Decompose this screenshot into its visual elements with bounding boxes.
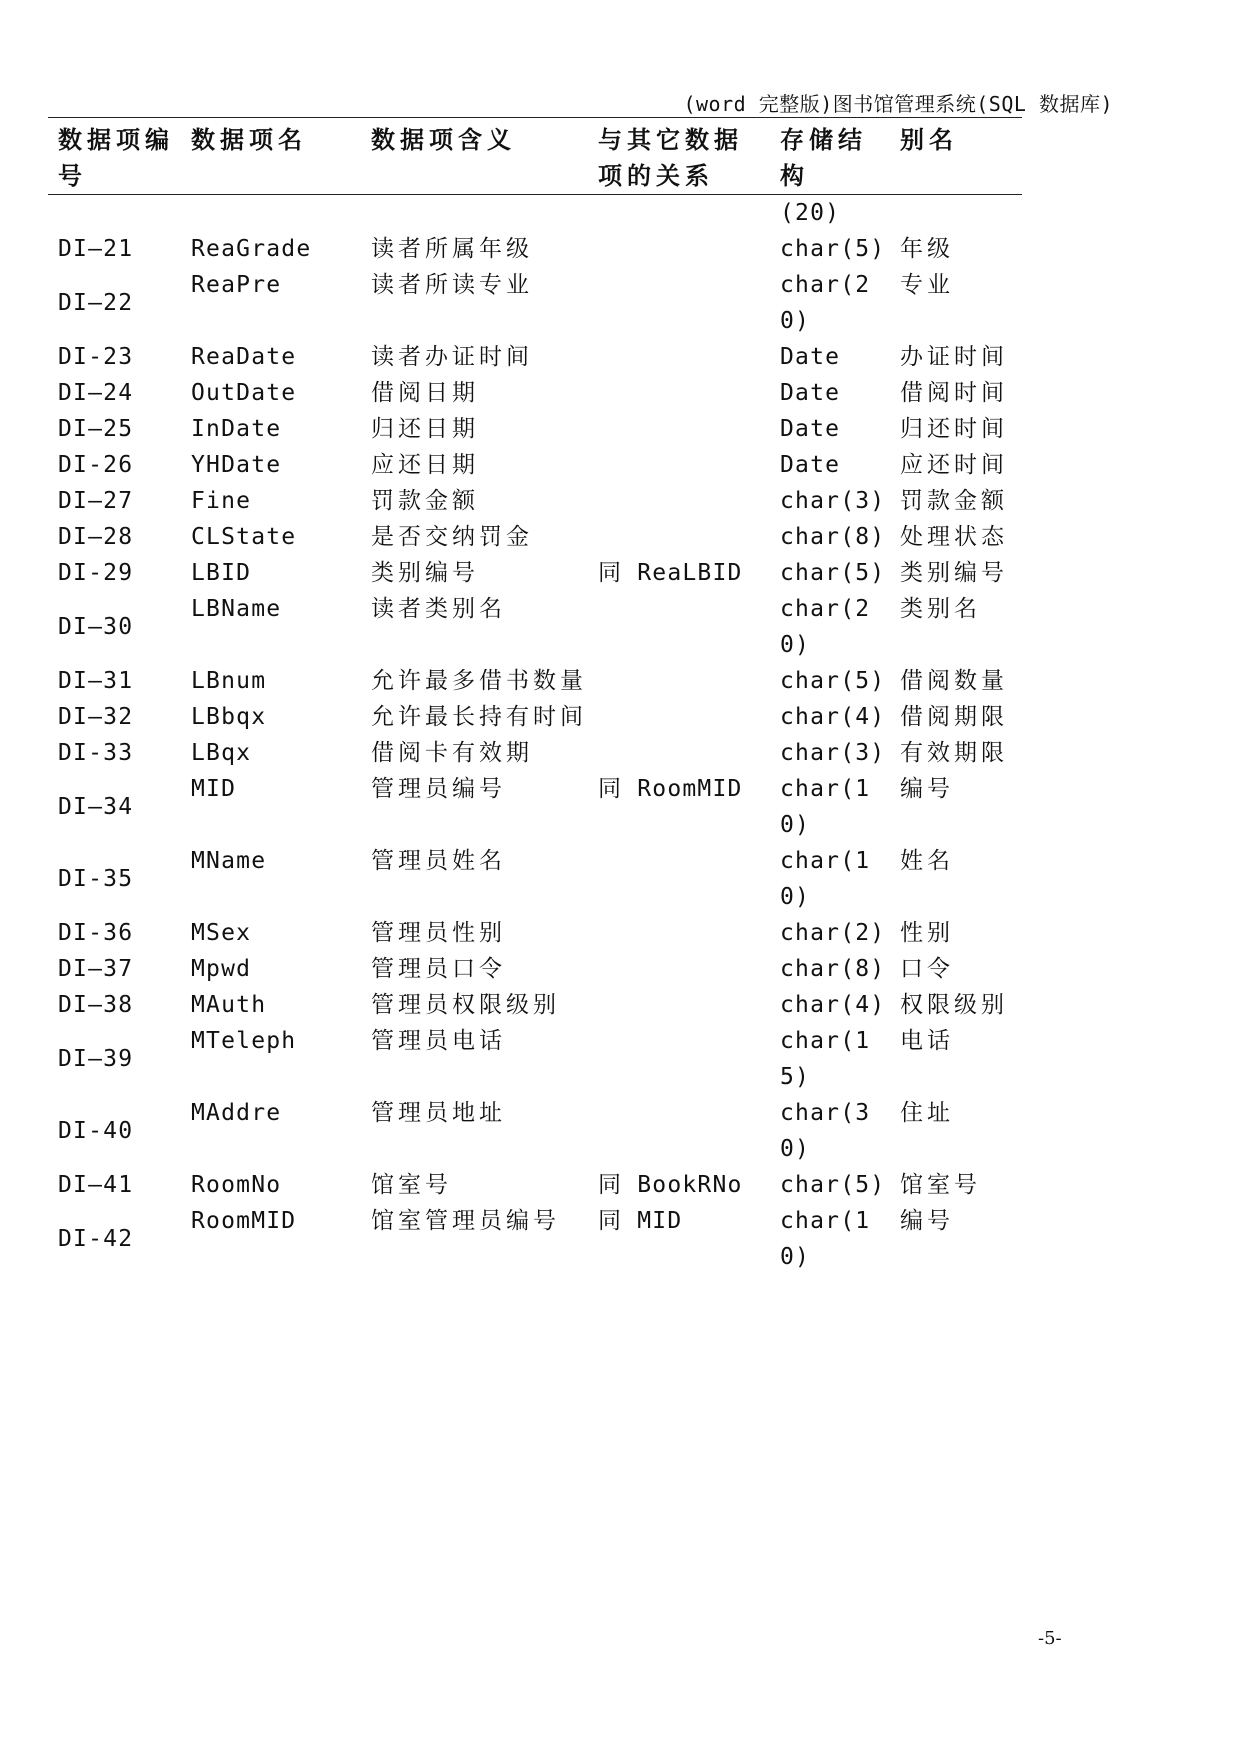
cell-storage: char(10) (780, 1208, 871, 1270)
table-row (48, 987, 1022, 1023)
table-header-row (48, 118, 1022, 195)
cell-alias: 应还时间 (900, 452, 1008, 478)
cell-number: DI—32 (58, 704, 134, 730)
column-header-relation: 与其它数据项的关系 (588, 118, 770, 195)
table-row (48, 519, 1022, 555)
cell-alias: 编号 (900, 1208, 954, 1234)
cell-meaning: 读者所读专业 (371, 272, 533, 298)
cell-meaning: 罚款金额 (371, 488, 479, 514)
table-row (48, 411, 1022, 447)
cell-meaning: 读者类别名 (371, 596, 506, 622)
column-header-number: 数据项编号 (48, 118, 181, 195)
cell-relation (588, 519, 770, 555)
cell-number: DI—28 (58, 524, 134, 550)
cell-relation: 同 MID (598, 1208, 683, 1234)
column-header-name: 数据项名 (181, 118, 361, 195)
cell-meaning: 是否交纳罚金 (371, 524, 533, 550)
cell-alias: 有效期限 (900, 740, 1008, 766)
cell-name: RoomMID (191, 1208, 297, 1234)
cell-relation (588, 447, 770, 483)
table-row (48, 483, 1022, 519)
table-row (48, 591, 1022, 663)
cell-storage: char(8) (780, 524, 886, 550)
cell-name: MSex (191, 920, 252, 946)
cell-name: LBName (191, 596, 282, 622)
cell-number: DI-33 (58, 740, 134, 766)
cell-alias: 馆室号 (900, 1172, 981, 1198)
cell-number: DI—27 (58, 488, 134, 514)
cell-meaning: 借阅日期 (371, 380, 479, 406)
cell-relation (588, 267, 770, 339)
cell-alias: 类别编号 (900, 560, 1008, 586)
table-row (48, 699, 1022, 735)
cell-name: MID (191, 776, 237, 802)
cell-meaning: 应还日期 (371, 452, 479, 478)
cell-number: DI-35 (58, 866, 134, 892)
cell-meaning: 管理员姓名 (371, 848, 506, 874)
cell-name: InDate (191, 416, 282, 442)
cell-relation (588, 699, 770, 735)
cell-storage: char(20) (780, 596, 871, 658)
cell-name: MTeleph (191, 1028, 297, 1054)
cell-alias: 性别 (900, 920, 954, 946)
cell-alias: 电话 (900, 1028, 954, 1054)
table-body (48, 195, 1022, 1276)
table-row (48, 915, 1022, 951)
cell-meaning: 读者办证时间 (371, 344, 533, 370)
cell-relation: 同 ReaLBID (598, 560, 743, 586)
cell-relation (588, 735, 770, 771)
cell-storage: char(20) (780, 272, 871, 334)
cell-storage: Date (780, 380, 841, 406)
cell-relation (588, 663, 770, 699)
cell-storage: Date (780, 344, 841, 370)
cell-relation (588, 951, 770, 987)
cell-meaning: 管理员地址 (371, 1100, 506, 1126)
page-number: -5- (1038, 1628, 1062, 1649)
cell-alias: 罚款金额 (900, 488, 1008, 514)
table-row (48, 771, 1022, 843)
cell-alias: 办证时间 (900, 344, 1008, 370)
table-header (48, 118, 1022, 195)
cell-relation (588, 339, 770, 375)
cell-alias: 借阅数量 (900, 668, 1008, 694)
table-row (48, 843, 1022, 915)
cell-number: DI—41 (58, 1172, 134, 1198)
cell-number: DI—22 (58, 290, 134, 316)
column-header-alias: 别名 (890, 118, 1022, 195)
table-row (48, 339, 1022, 375)
cell-alias: 权限级别 (900, 992, 1008, 1018)
cell-number: DI—30 (58, 614, 134, 640)
column-header-storage: 存储结构 (770, 118, 890, 195)
table-row (48, 375, 1022, 411)
cell-name: OutDate (191, 380, 297, 406)
cell-storage: char(3) (780, 740, 886, 766)
cell-name: ReaPre (191, 272, 282, 298)
cell-relation (588, 915, 770, 951)
cell-alias: 住址 (900, 1100, 954, 1126)
cell-alias: 处理状态 (900, 524, 1008, 550)
cell-storage: char(5) (780, 236, 886, 262)
table-row (48, 1203, 1022, 1275)
cell-alias: 归还时间 (900, 416, 1008, 442)
cell-name: RoomNo (191, 1172, 282, 1198)
cell-storage: char(3) (780, 488, 886, 514)
cell-name: YHDate (191, 452, 282, 478)
cell-storage: char(8) (780, 956, 886, 982)
cell-alias: 借阅期限 (900, 704, 1008, 730)
cell-name: LBnum (191, 668, 267, 694)
cell-alias: 类别名 (900, 596, 981, 622)
cell-storage: char(30) (780, 1100, 871, 1162)
cell-name: ReaGrade (191, 236, 312, 262)
cell-meaning: 管理员编号 (371, 776, 506, 802)
cell-relation (588, 1023, 770, 1095)
cell-relation: 同 BookRNo (598, 1172, 743, 1198)
table-row (48, 267, 1022, 339)
cell-storage: char(5) (780, 668, 886, 694)
cell-storage: char(4) (780, 992, 886, 1018)
cell-meaning: 读者所属年级 (371, 236, 533, 262)
cell-name: LBID (191, 560, 252, 586)
cell-meaning: 类别编号 (371, 560, 479, 586)
table-row (48, 1167, 1022, 1203)
cell-number: DI-40 (58, 1118, 134, 1144)
cell-name: LBqx (191, 740, 252, 766)
cell-number: DI—39 (58, 1046, 134, 1072)
table-row (48, 951, 1022, 987)
cell-meaning: 管理员性别 (371, 920, 506, 946)
data-dictionary-table (48, 117, 1022, 1275)
cell-alias: 口令 (900, 956, 954, 982)
cell-name: MAuth (191, 992, 267, 1018)
cell-relation (588, 1095, 770, 1167)
cell-number: DI—37 (58, 956, 134, 982)
cell-number: DI—31 (58, 668, 134, 694)
column-header-meaning: 数据项含义 (361, 118, 588, 195)
cell-name: Mpwd (191, 956, 252, 982)
cell-number: DI—25 (58, 416, 134, 442)
cell-storage: char(4) (780, 704, 886, 730)
cell-alias: 专业 (900, 272, 954, 298)
table-row (48, 735, 1022, 771)
cell-storage: char(10) (780, 776, 871, 838)
cell-meaning: 管理员口令 (371, 956, 506, 982)
cell-number: DI-26 (58, 452, 134, 478)
cell-number: DI—34 (58, 794, 134, 820)
cell-alias: 年级 (900, 236, 954, 262)
cell-name: Fine (191, 488, 252, 514)
cell-storage-continuation: (20) (780, 200, 841, 226)
cell-number: DI-36 (58, 920, 134, 946)
cell-meaning: 允许最长持有时间 (371, 704, 587, 730)
cell-number: DI—38 (58, 992, 134, 1018)
cell-meaning: 管理员权限级别 (371, 992, 560, 1018)
cell-relation (588, 483, 770, 519)
cell-name: CLState (191, 524, 297, 550)
cell-meaning: 馆室号 (371, 1172, 452, 1198)
cell-relation (588, 231, 770, 267)
table-row (48, 1095, 1022, 1167)
cell-relation (588, 375, 770, 411)
table-row (48, 447, 1022, 483)
table-row (48, 1023, 1022, 1095)
table-row (48, 555, 1022, 591)
cell-number: DI—24 (58, 380, 134, 406)
cell-relation (588, 591, 770, 663)
cell-storage: char(10) (780, 848, 871, 910)
cell-relation (588, 987, 770, 1023)
cell-alias: 编号 (900, 776, 954, 802)
table-row (48, 231, 1022, 267)
cell-name: ReaDate (191, 344, 297, 370)
cell-meaning: 允许最多借书数量 (371, 668, 587, 694)
cell-relation (588, 843, 770, 915)
cell-meaning: 管理员电话 (371, 1028, 506, 1054)
cell-number: DI-23 (58, 344, 134, 370)
cell-name: LBbqx (191, 704, 267, 730)
cell-number: DI-42 (58, 1226, 134, 1252)
cell-alias: 姓名 (900, 848, 954, 874)
cell-storage: char(15) (780, 1028, 871, 1090)
data-dictionary-table-wrap (48, 117, 1022, 1275)
page-header-title: (word 完整版)图书馆管理系统(SQL 数据库) (683, 92, 1113, 116)
cell-relation: 同 RoomMID (598, 776, 743, 802)
cell-name: MName (191, 848, 267, 874)
cell-number: DI—21 (58, 236, 134, 262)
table-row-continuation (48, 195, 1022, 232)
cell-name: MAddre (191, 1100, 282, 1126)
cell-relation (588, 411, 770, 447)
cell-storage: char(5) (780, 1172, 886, 1198)
cell-number: DI-29 (58, 560, 134, 586)
cell-meaning: 借阅卡有效期 (371, 740, 533, 766)
cell-meaning: 馆室管理员编号 (371, 1208, 560, 1234)
cell-storage: char(5) (780, 560, 886, 586)
cell-alias: 借阅时间 (900, 380, 1008, 406)
table-row (48, 663, 1022, 699)
cell-storage: Date (780, 416, 841, 442)
cell-storage: char(2) (780, 920, 886, 946)
cell-meaning: 归还日期 (371, 416, 479, 442)
cell-storage: Date (780, 452, 841, 478)
